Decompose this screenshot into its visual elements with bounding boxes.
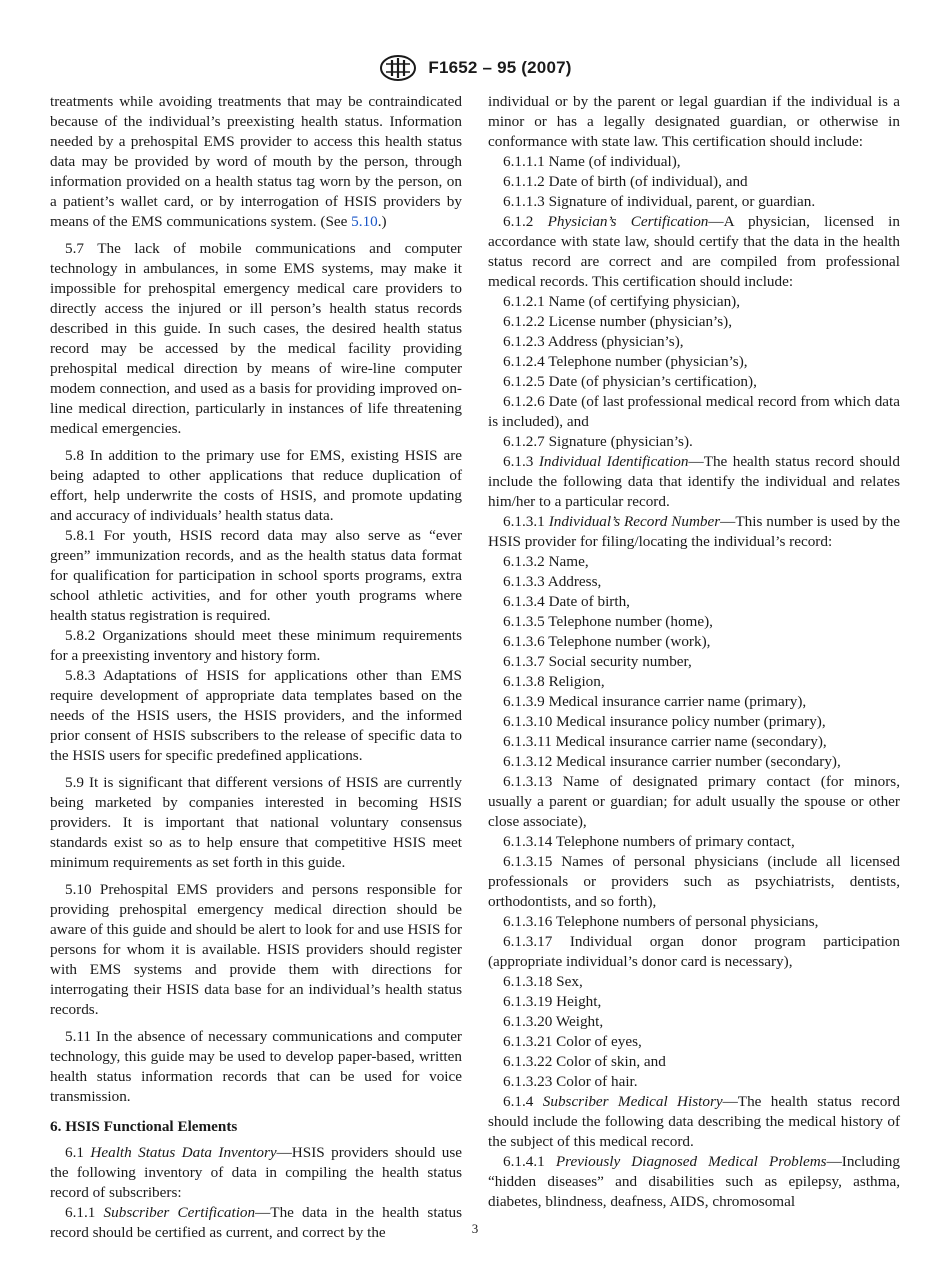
list-item: 6.1.3.19 Height, bbox=[503, 993, 602, 1010]
list-item: 6.1.3.12 Medical insurance carrier number (secondary), bbox=[503, 753, 841, 770]
paragraph-6-1-4-1: 6.1.4.1 Previously Diagnosed Medical Problems—Including “hidden diseases” and disabilities such as epilepsy, asthma, diabetes, blindness, deafness, AIDS, chromosomal bbox=[488, 1153, 900, 1210]
list-item: 6.1.2.3 Address (physician’s), bbox=[503, 333, 684, 350]
paragraph-5-8-3: 5.8.3 Adaptations of HSIS for applications other than EMS require development of appropriate data templates based on the needs of the HSIS users, the HSIS providers, and the informed prior consent of HSIS subscribers to the release of specific data to the HSIS users for specific predefined applications. bbox=[50, 667, 462, 764]
list-item: 6.1.3.8 Religion, bbox=[503, 673, 605, 690]
paragraph-5-8-1: 5.8.1 For youth, HSIS record data may also serve as “ever green” immunization records, and as the health status data format for qualification for participation in school sports programs, extra school athletic activities, and for other youth programs where health status registration is required. bbox=[50, 527, 462, 624]
paragraph-5-6-continued: treatments while avoiding treatments that may be contraindicated because of the individual’s preexisting health status. Information needed by a prehospital EMS provider to access this health status data may be provided by word of mouth by the person, through information provided on a health status tag worn by the person, on a patient’s wallet card, or by interrogation of HSIS providers by means of the EMS communications system. (See 5.10.) bbox=[50, 93, 462, 230]
list-item: 6.1.3.3 Address, bbox=[503, 573, 602, 590]
paragraph-5-7: 5.7 The lack of mobile communications and computer technology in ambulances, in some EMS systems, may make it impossible for prehospital emergency medical care providers to directly access the injured or ill person’s health status records described in this guide. In such cases, the desired health status record may be accessed by the medical facility providing prehospital medical direction by means of wire-line computer modem connection, and used as a basis for providing improved on-line medical direction, particularly in instances of life threatening medical emergencies. bbox=[50, 240, 462, 437]
paragraph-5-10: 5.10 Prehospital EMS providers and persons responsible for providing prehospital emergency medical direction should be aware of this guide and should be alert to look for and use HSIS for persons for whom it is available. HSIS providers should register with EMS systems and provide them with directions for interrogating their HSIS data base for an individual’s health status records. bbox=[50, 881, 462, 1018]
standard-designation: F1652 – 95 (2007) bbox=[428, 58, 572, 77]
list-item: 6.1.3.22 Color of skin, and bbox=[503, 1053, 666, 1070]
list-item: 6.1.3.4 Date of birth, bbox=[503, 593, 630, 610]
list-item: 6.1.3.2 Name, bbox=[503, 553, 589, 570]
paragraph-5-8: 5.8 In addition to the primary use for EMS, existing HSIS are being adapted to other applications that reduce duplication of effort, help underwrite the costs of HSIS, and promote updating and accuracy of individuals’ health status data. bbox=[50, 447, 462, 524]
list-item: 6.1.2.5 Date (of physician’s certification), bbox=[503, 373, 757, 390]
list-item: 6.1.2.7 Signature (physician’s). bbox=[503, 433, 693, 450]
astm-logo-icon bbox=[378, 54, 418, 82]
list-item: 6.1.3.5 Telephone number (home), bbox=[503, 613, 713, 630]
paragraph-5-8-2: 5.8.2 Organizations should meet these minimum requirements for a preexisting inventory and history form. bbox=[50, 627, 462, 664]
list-item: 6.1.3.16 Telephone numbers of personal physicians, bbox=[503, 913, 819, 930]
list-item: 6.1.3.7 Social security number, bbox=[503, 653, 692, 670]
section-5-10-link[interactable]: 5.10 bbox=[351, 213, 378, 230]
list-item: 6.1.3.23 Color of hair. bbox=[503, 1073, 638, 1090]
list-item: 6.1.3.17 Individual organ donor program participation (appropriate individual’s donor card is necessary), bbox=[488, 933, 900, 970]
section-heading: 6. HSIS Functional Elements bbox=[50, 1118, 238, 1135]
list-item: 6.1.1.1 Name (of individual), bbox=[503, 153, 681, 170]
left-column bbox=[50, 92, 462, 1243]
list-item: 6.1.3.15 Names of personal physicians (include all licensed professionals or providers such as psychiatrists, dentists, orthodontists, and so forth), bbox=[488, 853, 900, 910]
list-item: 6.1.1.2 Date of birth (of individual), and bbox=[503, 173, 748, 190]
list-item: 6.1.3.6 Telephone number (work), bbox=[503, 633, 711, 650]
paragraph-5-11: 5.11 In the absence of necessary communications and computer technology, this guide may be used to develop paper-based, written health status information records that can be used for voice transmission. bbox=[50, 1028, 462, 1105]
list-item: 6.1.3.18 Sex, bbox=[503, 973, 583, 990]
page-number: 3 bbox=[471, 1221, 479, 1236]
paragraph-6-1-4: 6.1.4 Subscriber Medical History—The health status record should include the following data describing the medical history of the subject of this medical record. bbox=[488, 1093, 900, 1150]
list-item: 6.1.3.10 Medical insurance policy number (primary), bbox=[503, 713, 826, 730]
right-column bbox=[488, 92, 900, 1212]
list-item: 6.1.3.13 Name of designated primary contact (for minors, usually a parent or guardian; for adult usually the spouse or other close associate), bbox=[488, 773, 900, 830]
paragraph-6-1-1-continued: individual or by the parent or legal guardian if the individual is a minor or has a legally designated guardian, or otherwise in conformance with state law. This certification should include: bbox=[488, 93, 900, 150]
list-item: 6.1.3.14 Telephone numbers of primary contact, bbox=[503, 833, 795, 850]
list-item: 6.1.2.1 Name (of certifying physician), bbox=[503, 293, 741, 310]
paragraph-6-1-3: 6.1.3 Individual Identification—The health status record should include the following data that identify the individual and relates him/her to a particular record. bbox=[488, 453, 901, 510]
list-item: 6.1.3.9 Medical insurance carrier name (primary), bbox=[503, 693, 807, 710]
page-header bbox=[0, 54, 950, 84]
list-item: 6.1.3.20 Weight, bbox=[503, 1013, 604, 1030]
list-item: 6.1.1.3 Signature of individual, parent, or guardian. bbox=[503, 193, 816, 210]
paragraph-6-1-1: 6.1.1 Subscriber Certification—The data in the health status record should be certified as current, and correct by the bbox=[50, 1204, 463, 1241]
list-item: 6.1.2.2 License number (physician’s), bbox=[503, 313, 733, 330]
list-item: 6.1.3.11 Medical insurance carrier name (secondary), bbox=[503, 733, 827, 750]
list-item: 6.1.3.21 Color of eyes, bbox=[503, 1033, 642, 1050]
paragraph-6-1-3-1: 6.1.3.1 Individual’s Record Number—This number is used by the HSIS provider for filing/locating the individual’s record: bbox=[488, 513, 901, 550]
paragraph-5-9: 5.9 It is significant that different versions of HSIS are currently being marketed by companies interested in becoming HSIS providers. It is important that national voluntary consensus standards exist so as to help ensure that competitive HSIS meet minimum requirements as set forth in this guide. bbox=[50, 774, 462, 871]
paragraph-6-1: 6.1 Health Status Data Inventory—HSIS providers should use the following inventory of data in compiling the health status record of subscribers: bbox=[50, 1144, 463, 1201]
paragraph-6-1-2: 6.1.2 Physician’s Certification—A physician, licensed in accordance with state law, should certify that the data in the health status record are correct and are compiled from professional medical records. This certification should include: bbox=[488, 213, 900, 290]
list-item: 6.1.2.6 Date (of last professional medical record from which data is included), and bbox=[488, 393, 900, 430]
list-item: 6.1.2.4 Telephone number (physician’s), bbox=[503, 353, 748, 370]
